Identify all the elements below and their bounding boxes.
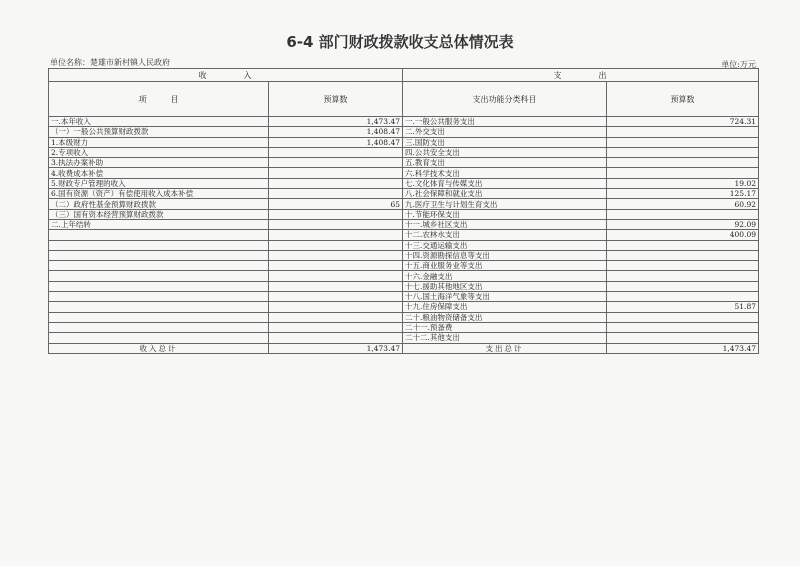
table-row	[49, 322, 759, 332]
table-row	[49, 178, 759, 188]
expense-amount-cell	[607, 322, 759, 332]
table-row	[49, 209, 759, 219]
income-item-cell	[49, 322, 269, 332]
finance-table	[48, 68, 759, 354]
unit-label: 单位:万元	[721, 60, 756, 69]
table-row	[49, 127, 759, 137]
expense-amount-cell: 51.87	[607, 302, 759, 312]
expense-amount-cell: 92.09	[607, 219, 759, 229]
expense-amount-cell	[607, 240, 759, 250]
page-title: 6-4 部门财政拨款收支总体情况表	[286, 33, 514, 51]
income-amount-cell: 1,473.47	[269, 117, 403, 127]
expense-item-cell: 六.科学技术支出	[403, 168, 607, 178]
income-amount-cell	[269, 312, 403, 322]
expense-item-cell: 十三.交通运输支出	[403, 240, 607, 250]
expense-item-cell: 二十.粮油物资储备支出	[403, 312, 607, 322]
table-row	[49, 333, 759, 343]
expense-amount-cell	[607, 158, 759, 168]
expense-amount-cell: 400.09	[607, 230, 759, 240]
expense-item-cell: 十七.援助其他地区支出	[403, 281, 607, 291]
income-amount-cell	[269, 333, 403, 343]
expense-amount-cell	[607, 281, 759, 291]
section-header-row	[49, 69, 759, 82]
income-amount-cell: 65	[269, 199, 403, 209]
expense-item-cell: 十四.资源勘探信息等支出	[403, 250, 607, 260]
unit-name: 单位名称：楚雄市新村镇人民政府	[50, 58, 170, 67]
expense-item-cell: 七.文化体育与传媒支出	[403, 178, 607, 188]
income-amount-cell	[269, 240, 403, 250]
income-amount-cell	[269, 302, 403, 312]
expense-item-cell: 十.节能环保支出	[403, 209, 607, 219]
expense-amount-cell: 60.92	[607, 199, 759, 209]
income-item-cell: 6.国有资源（资产）有偿使用收入成本补偿	[49, 189, 269, 199]
budget2-header: 预算数	[607, 82, 759, 117]
income-item-cell: 2.专项收入	[49, 147, 269, 157]
income-item-cell	[49, 281, 269, 291]
income-item-cell: 一.本年收入	[49, 117, 269, 127]
expense-section-header: 支 出	[403, 69, 759, 82]
income-amount-cell	[269, 189, 403, 199]
income-item-cell: 3.执法办案补助	[49, 158, 269, 168]
expense-item-cell: 八.社会保障和就业支出	[403, 189, 607, 199]
expense-amount-cell	[607, 271, 759, 281]
income-amount-cell	[269, 147, 403, 157]
table-row	[49, 281, 759, 291]
income-amount-cell	[269, 250, 403, 260]
expense-category-header: 支出功能分类科目	[403, 82, 607, 117]
income-amount-cell	[269, 178, 403, 188]
income-total-amount: 1,473.47	[269, 343, 403, 353]
income-item-cell: 1.本级财力	[49, 137, 269, 147]
income-amount-cell	[269, 322, 403, 332]
table-row	[49, 147, 759, 157]
income-section-header: 收 入	[49, 69, 403, 82]
table-row	[49, 302, 759, 312]
income-item-cell	[49, 312, 269, 322]
expense-amount-cell	[607, 127, 759, 137]
income-item-cell: 4.收费成本补偿	[49, 168, 269, 178]
budget-header: 预算数	[269, 82, 403, 117]
income-item-cell: （一）一般公共预算财政拨款	[49, 127, 269, 137]
expense-item-cell: 十八.国土海洋气象等支出	[403, 292, 607, 302]
column-header-row	[49, 82, 759, 117]
income-item-cell: 5.财政专户管理的收入	[49, 178, 269, 188]
table-row	[49, 137, 759, 147]
table-row	[49, 189, 759, 199]
income-item-cell	[49, 292, 269, 302]
income-amount-cell	[269, 168, 403, 178]
table-row	[49, 158, 759, 168]
table-row	[49, 168, 759, 178]
expense-amount-cell: 125.17	[607, 189, 759, 199]
income-amount-cell	[269, 261, 403, 271]
income-amount-cell	[269, 219, 403, 229]
table-row	[49, 312, 759, 322]
income-item-cell: （三）国有资本经营预算财政拨款	[49, 209, 269, 219]
table-row	[49, 219, 759, 229]
expense-amount-cell	[607, 137, 759, 147]
table-row	[49, 250, 759, 260]
expense-item-cell: 十九.住房保障支出	[403, 302, 607, 312]
income-item-cell	[49, 240, 269, 250]
table-row	[49, 199, 759, 209]
expense-amount-cell: 19.02	[607, 178, 759, 188]
income-item-cell: （二）政府性基金预算财政拨款	[49, 199, 269, 209]
expense-item-cell: 二十一.预备费	[403, 322, 607, 332]
expense-total-label: 支出总计	[403, 343, 607, 353]
income-item-cell	[49, 302, 269, 312]
expense-amount-cell	[607, 292, 759, 302]
expense-amount-cell	[607, 333, 759, 343]
expense-item-cell: 五.教育支出	[403, 158, 607, 168]
income-item-cell	[49, 333, 269, 343]
expense-amount-cell	[607, 261, 759, 271]
table-row	[49, 292, 759, 302]
expense-amount-cell	[607, 250, 759, 260]
expense-item-cell: 十一.城乡社区支出	[403, 219, 607, 229]
expense-amount-cell	[607, 312, 759, 322]
item-header: 项 目	[49, 82, 269, 117]
income-amount-cell	[269, 158, 403, 168]
expense-item-cell: 十二.农林水支出	[403, 230, 607, 240]
income-item-cell: 二.上年结转	[49, 219, 269, 229]
income-amount-cell: 1,408.47	[269, 137, 403, 147]
expense-total-amount: 1,473.47	[607, 343, 759, 353]
expense-item-cell: 一.一般公共服务支出	[403, 117, 607, 127]
expense-item-cell: 二十二.其他支出	[403, 333, 607, 343]
total-row	[49, 343, 759, 353]
expense-item-cell: 二.外交支出	[403, 127, 607, 137]
expense-item-cell: 十六.金融支出	[403, 271, 607, 281]
income-item-cell	[49, 230, 269, 240]
table-row	[49, 230, 759, 240]
expense-amount-cell: 724.31	[607, 117, 759, 127]
table-row	[49, 261, 759, 271]
income-amount-cell	[269, 271, 403, 281]
table-row	[49, 240, 759, 250]
income-item-cell	[49, 271, 269, 281]
income-total-label: 收入总计	[49, 343, 269, 353]
income-amount-cell	[269, 281, 403, 291]
expense-item-cell: 十五.商业服务业等支出	[403, 261, 607, 271]
expense-amount-cell	[607, 147, 759, 157]
expense-amount-cell	[607, 168, 759, 178]
expense-amount-cell	[607, 209, 759, 219]
expense-item-cell: 四.公共安全支出	[403, 147, 607, 157]
income-amount-cell	[269, 230, 403, 240]
expense-item-cell: 九.医疗卫生与计划生育支出	[403, 199, 607, 209]
income-item-cell	[49, 250, 269, 260]
income-amount-cell	[269, 209, 403, 219]
table-row	[49, 271, 759, 281]
table-row	[49, 117, 759, 127]
income-amount-cell: 1,408.47	[269, 127, 403, 137]
income-item-cell	[49, 261, 269, 271]
income-amount-cell	[269, 292, 403, 302]
expense-item-cell: 三.国防支出	[403, 137, 607, 147]
